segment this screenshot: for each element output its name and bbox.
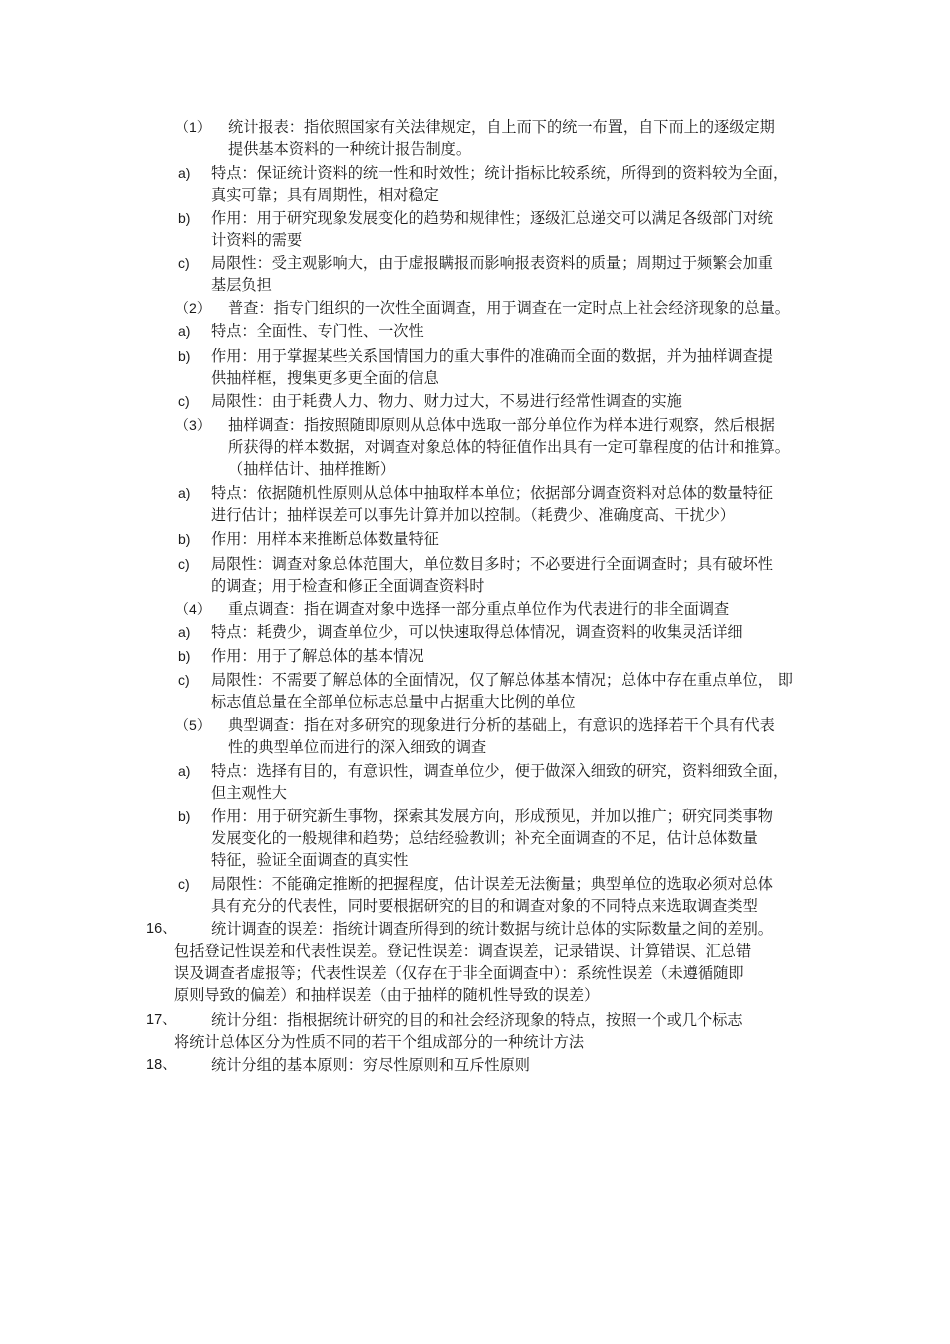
section-2c-marker: c) — [178, 393, 190, 409]
section-3c-text: 的调查；用于检查和修正全面调查资料时 — [211, 577, 485, 595]
section-2b-text: 作用：用于掌握某些关系国情国力的重大事件的准确而全面的数据，并为抽样调查提 — [211, 347, 773, 365]
section-4-text: 重点调查：指在调查对象中选择一部分重点单位作为代表进行的非全面调查 — [228, 600, 730, 618]
section-5b-text: 特征，验证全面调查的真实性 — [211, 851, 409, 869]
section-3-marker: （3） — [175, 417, 211, 433]
item-18-text: 统计分组的基本原则：穷尽性原则和互斥性原则 — [211, 1056, 530, 1074]
section-1a-text: 真实可靠；具有周期性，相对稳定 — [211, 186, 439, 204]
section-2a-text: 特点：全面性、专门性、一次性 — [211, 322, 424, 340]
item-16-text: 包括登记性误差和代表性误差。登记性误差：调查误差，记录错误、计算错误、汇总错 — [174, 942, 752, 960]
item-16-text: 统计调查的误差：指统计调查所得到的统计数据与统计总体的实际数量之间的差别。 — [211, 920, 773, 938]
section-4c-text: 局限性：不需要了解总体的全面情况，仅了解总体基本情况；总体中存在重点单位， 即 — [211, 671, 793, 689]
section-5-text: 典型调查：指在对多研究的现象进行分析的基础上，有意识的选择若干个具有代表 — [228, 716, 775, 734]
section-4b-text: 作用：用于了解总体的基本情况 — [211, 647, 424, 665]
section-1-marker: （1） — [175, 119, 211, 135]
section-3-text: （抽样估计、抽样推断） — [228, 460, 396, 478]
section-5a-marker: a) — [178, 763, 191, 779]
section-3b-text: 作用：用样本来推断总体数量特征 — [211, 530, 439, 548]
section-3-text: 抽样调查：指按照随即原则从总体中选取一部分单位作为样本进行观察，然后根据 — [228, 416, 775, 434]
section-3-text: 所获得的样本数据，对调查对象总体的特征值作出具有一定可靠程度的估计和推算。 — [228, 438, 790, 456]
section-3b-marker: b) — [178, 531, 191, 547]
section-4a-marker: a) — [178, 624, 191, 640]
section-1a-text: 特点：保证统计资料的统一性和时效性；统计指标比较系统，所得到的资料较为全面， — [211, 164, 789, 182]
section-1c-text: 基层负担 — [211, 276, 272, 294]
section-5b-text: 发展变化的一般规律和趋势；总结经验教训；补充全面调查的不足，估计总体数量 — [211, 829, 758, 847]
item-18-number: 18、 — [146, 1057, 177, 1073]
section-3a-text: 进行估计；抽样误差可以事先计算并加以控制。（耗费少、准确度高、干扰少） — [211, 506, 735, 524]
section-3a-text: 特点：依据随机性原则从总体中抽取样本单位；依据部分调查资料对总体的数量特征 — [211, 484, 773, 502]
item-16-number: 16、 — [146, 921, 177, 937]
section-5c-text: 具有充分的代表性，同时要根据研究的目的和调查对象的不同特点来选取调查类型 — [211, 897, 758, 915]
section-5a-text: 特点：选择有目的，有意识性，调查单位少，便于做深入细致的研究，资料细致全面， — [211, 762, 789, 780]
section-4b-marker: b) — [178, 648, 191, 664]
section-3c-marker: c) — [178, 556, 190, 572]
section-5b-marker: b) — [178, 808, 191, 824]
section-4-marker: （4） — [175, 601, 211, 617]
section-3c-text: 局限性：调查对象总体范围大，单位数目多时；不必要进行全面调查时；具有破坏性 — [211, 555, 773, 573]
section-4c-marker: c) — [178, 672, 190, 688]
section-5c-text: 局限性：不能确定推断的把握程度，估计误差无法衡量；典型单位的选取必须对总体 — [211, 875, 773, 893]
section-5-marker: （5） — [175, 717, 211, 733]
section-5c-marker: c) — [178, 876, 190, 892]
section-2c-text: 局限性：由于耗费人力、物力、财力过大，不易进行经常性调查的实施 — [211, 392, 682, 410]
section-3a-marker: a) — [178, 485, 191, 501]
item-16-text: 原则导致的偏差）和抽样误差（由于抽样的随机性导致的误差） — [174, 986, 600, 1004]
section-1-text: 统计报表：指依照国家有关法律规定，自上而下的统一布置，自下而上的逐级定期 — [228, 118, 775, 136]
item-16-text: 误及调查者虚报等；代表性误差（仅存在于非全面调查中）：系统性误差（未遵循随即 — [174, 964, 744, 982]
section-2b-text: 供抽样框，搜集更多更全面的信息 — [211, 369, 439, 387]
section-5a-text: 但主观性大 — [211, 784, 287, 802]
item-17-text: 将统计总体区分为性质不同的若干个组成部分的一种统计方法 — [174, 1033, 585, 1051]
section-1c-marker: c) — [178, 255, 190, 271]
section-1-text: 提供基本资料的一种统计报告制度。 — [228, 140, 471, 158]
section-1c-text: 局限性：受主观影响大，由于虚报瞒报而影响报表资料的质量；周期过于频繁会加重 — [211, 254, 773, 272]
section-4a-text: 特点：耗费少，调查单位少，可以快速取得总体情况，调查资料的收集灵活详细 — [211, 623, 743, 641]
section-2a-marker: a) — [178, 323, 191, 339]
section-5b-text: 作用：用于研究新生事物，探索其发展方向，形成预见，并加以推广；研究同类事物 — [211, 807, 773, 825]
section-4c-text: 标志值总量在全部单位标志总量中占据重大比例的单位 — [211, 693, 576, 711]
item-17-number: 17、 — [146, 1012, 177, 1028]
section-5-text: 性的典型单位而进行的深入细致的调查 — [228, 738, 487, 756]
section-1b-text: 作用：用于研究现象发展变化的趋势和规律性；逐级汇总递交可以满足各级部门对统 — [211, 209, 773, 227]
item-17-text: 统计分组：指根据统计研究的目的和社会经济现象的特点，按照一个或几个标志 — [211, 1011, 743, 1029]
section-2b-marker: b) — [178, 348, 191, 364]
section-1a-marker: a) — [178, 165, 191, 181]
section-2-text: 普查：指专门组织的一次性全面调查，用于调查在一定时点上社会经济现象的总量。 — [228, 299, 790, 317]
section-1b-text: 计资料的需要 — [211, 231, 303, 249]
section-2-marker: （2） — [175, 300, 211, 316]
section-1b-marker: b) — [178, 210, 191, 226]
